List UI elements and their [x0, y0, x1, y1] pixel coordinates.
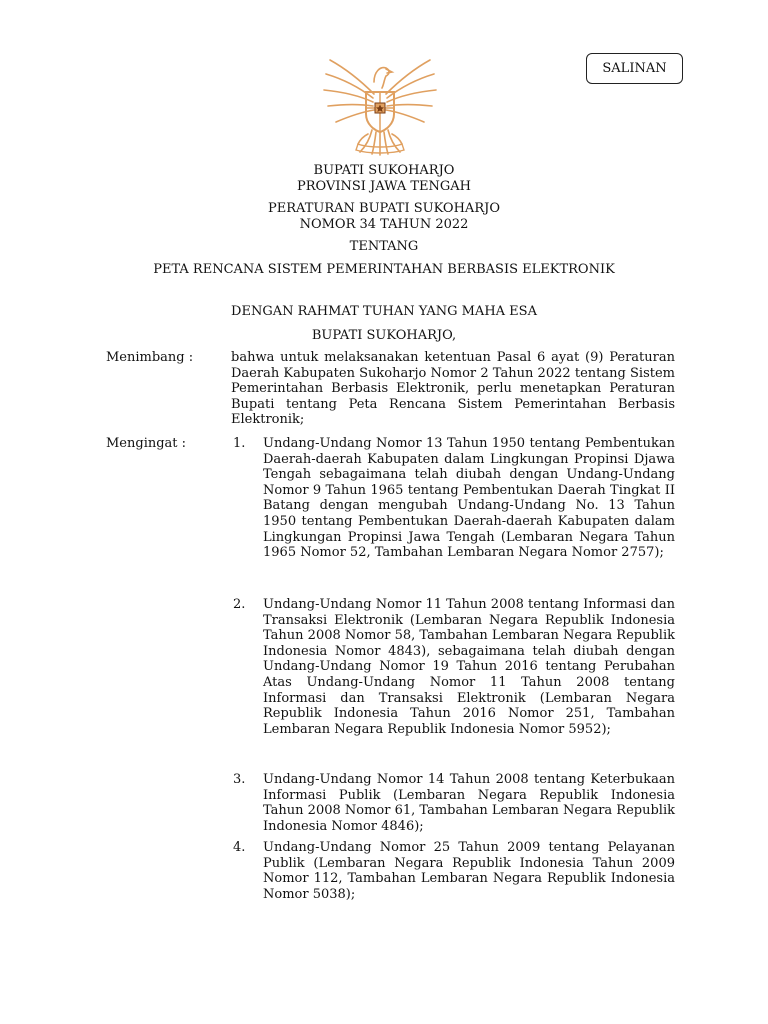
tentang-label: TENTANG [349, 239, 419, 254]
list-item: Undang-Undang Nomor 14 Tahun 2008 tentang Keterbukaan Informasi Publik (Lembaran Negara Republik Indonesia Tahun 2008 Nomor 61, Tambahan Lembaran Negara Republik Indonesia Nomor 4846); [263, 772, 675, 834]
regent-signatory: BUPATI SUKOHARJO, [311, 328, 457, 343]
menimbang-label: Menimbang : [106, 350, 194, 365]
menimbang-text: bahwa untuk melaksanakan ketentuan Pasal 6 ayat (9) Peraturan Daerah Kabupaten Sukoharjo Nomor 2 Tahun 2022 tentang Sistem Pemerintahan Berbasis Elektronik, perlu menetapkan Peraturan Bupati tentang Peta Rencana Sistem Pemerintahan Berbasis Elektronik; [231, 350, 675, 428]
list-item: Undang-Undang Nomor 13 Tahun 1950 tentang Pembentukan Daerah-daerah Kabupaten dalam Lingkungan Propinsi Djawa Tengah sebagaimana telah diubah dengan Undang-Undang Nomor 9 Tahun 1965 tentang Pembentukan Daerah Tingkat II Batang dengan mengubah Undang-Undang No. 13 Tahun 1950 tentang Pembentukan Daerah-daerah Kabupaten dalam Lingkungan Propinsi Jawa Tengah (Lembaran Negara Tahun 1965 Nomor 52, Tambahan Lembaran Negara Nomor 2757); [263, 436, 675, 561]
regulation-title: PERATURAN BUPATI SUKOHARJO [268, 201, 500, 216]
garuda-emblem [318, 52, 442, 156]
list-item-number: 1. [233, 436, 246, 451]
preamble-line: DENGAN RAHMAT TUHAN YANG MAHA ESA [231, 304, 537, 319]
list-item: Undang-Undang Nomor 25 Tahun 2009 tentang Pelayanan Publik (Lembaran Negara Republik Indonesia Tahun 2009 Nomor 112, Tambahan Lembaran Negara Republik Indonesia Nomor 5038); [263, 840, 675, 902]
province-title: PROVINSI JAWA TENGAH [297, 179, 471, 194]
list-item-number: 3. [233, 772, 246, 787]
regulation-number: NOMOR 34 TAHUN 2022 [299, 217, 469, 232]
salinan-stamp: SALINAN [586, 53, 683, 84]
list-item-number: 4. [233, 840, 246, 855]
list-item: Undang-Undang Nomor 11 Tahun 2008 tentang Informasi dan Transaksi Elektronik (Lembaran Negara Republik Indonesia Tahun 2008 Nomor 58, Tambahan Lembaran Negara Republik Indonesia Nomor 4843), sebagaimana telah diubah dengan Undang-Undang Nomor 19 Tahun 2016 tentang Perubahan Atas Undang-Undang Nomor 11 Tahun 2008 tentang Informasi dan Transaksi Elektronik (Lembaran Negara Republik Indonesia Tahun 2016 Nomor 251, Tambahan Lembaran Negara Republik Indonesia Nomor 5952); [263, 597, 675, 737]
regulation-subject: PETA RENCANA SISTEM PEMERINTAHAN BERBASIS ELEKTRONIK [153, 262, 615, 277]
mengingat-label: Mengingat : [106, 436, 187, 451]
regent-title: BUPATI SUKOHARJO [313, 163, 455, 178]
list-item-number: 2. [233, 597, 246, 612]
